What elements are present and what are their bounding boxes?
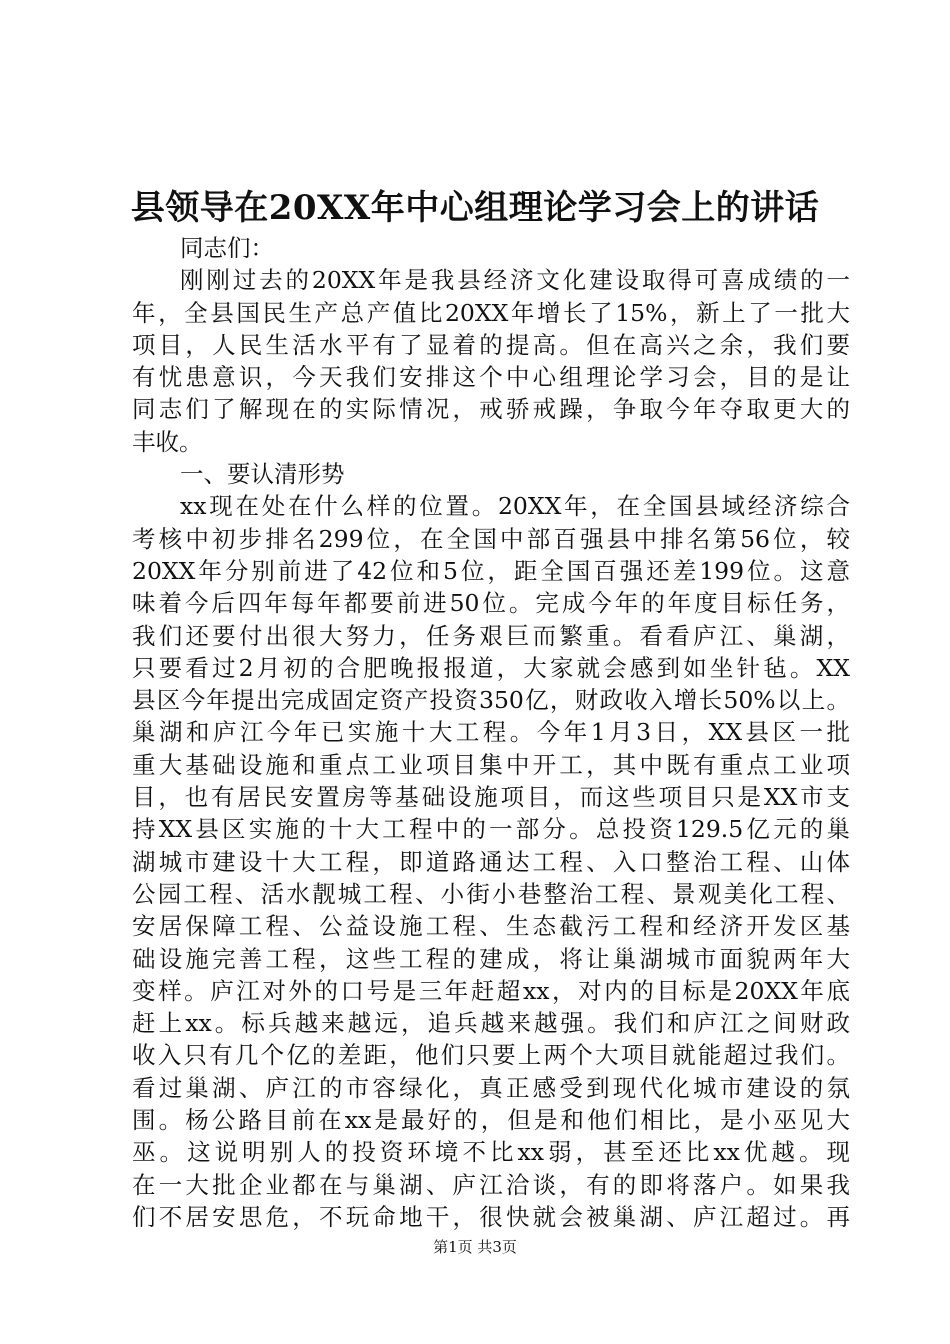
text-line: 有忧患意识，今天我们安排这个中心组理论学习会，目的是让: [132, 363, 850, 392]
text-line: 看过巢湖、庐江的市容绿化，真正感受到现代化城市建设的氛: [132, 1073, 850, 1102]
text-line: 味着今后四年每年都要前进50位。完成今年的年度目标任务，: [132, 589, 850, 618]
text-line: xx现在处在什么样的位置。20XX年，在全国县域经济综合: [180, 492, 850, 521]
text-line: 围。杨公路目前在xx是最好的，但是和他们相比，是小巫见大: [132, 1106, 850, 1135]
greeting-line: 同志们：: [180, 234, 274, 262]
text-line: 同志们了解现在的实际情况，戒骄戒躁，争取今年夺取更大的: [132, 395, 850, 424]
text-line: 变样。庐江对外的口号是三年赶超xx，对内的目标是20XX年底: [132, 976, 850, 1005]
text-line: 我们还要付出很大努力，任务艰巨而繁重。看看庐江、巢湖，: [132, 621, 850, 650]
text-line: 巫。这说明别人的投资环境不比xx弱，甚至还比xx优越。现: [132, 1138, 850, 1167]
text-line: 持XX县区实施的十大工程中的一部分。总投资129.5亿元的巢: [132, 815, 850, 844]
text-line: 湖城市建设十大工程，即道路通达工程、入口整治工程、山体: [132, 847, 850, 876]
text-line: 安居保障工程、公益设施工程、生态截污工程和经济开发区基: [132, 912, 850, 941]
text-line: 年，全县国民生产总产值比20XX年增长了15%，新上了一批大: [132, 298, 850, 327]
text-line: 公园工程、活水靓城工程、小街小巷整治工程、景观美化工程、: [132, 879, 850, 908]
text-line: 县区今年提出完成固定资产投资350亿，财政收入增长50%以上。: [132, 686, 850, 715]
text-line: 收入只有几个亿的差距，他们只要上两个大项目就能超过我们。: [132, 1041, 850, 1070]
text-line: 只要看过2月初的合肥晚报报道，大家就会感到如坐针毡。XX: [132, 653, 850, 682]
text-line: 巢湖和庐江今年已实施十大工程。今年1月3日，XX县区一批: [132, 718, 850, 747]
text-line: 赶上xx。标兵越来越远，追兵越来越强。我们和庐江之间财政: [132, 1009, 850, 1038]
paragraph-1: [132, 264, 850, 458]
text-line: 20XX年分别前进了42位和5位，距全国百强还差199位。这意: [132, 556, 850, 585]
section-heading: 一、要认清形势: [180, 460, 345, 489]
text-line: 考核中初步排名299位，在全国中部百强县中排名第56位，较: [132, 524, 850, 553]
text-line: 础设施完善工程，这些工程的建成，将让巢湖城市面貌两年大: [132, 944, 850, 973]
document-title: 县领导在20XX年中心组理论学习会上的讲话: [130, 188, 820, 228]
document-body: [132, 232, 850, 1233]
text-line: 丰收。: [132, 427, 203, 456]
text-line: 目，也有居民安置房等基础设施项目，而这些项目只是XX市支: [132, 783, 850, 812]
page-footer: 第1页 共3页: [433, 1238, 517, 1256]
text-line: 重大基础设施和重点工业项目集中开工，其中既有重点工业项: [132, 750, 850, 779]
text-line: 刚刚过去的20XX年是我县经济文化建设取得可喜成绩的一: [180, 266, 850, 295]
text-line: 项目，人民生活水平有了显着的提高。但在高兴之余，我们要: [132, 330, 850, 359]
text-line: 们不居安思危，不玩命地干，很快就会被巢湖、庐江超过。再: [132, 1202, 850, 1231]
text-line: 在一大批企业都在与巢湖、庐江洽谈，有的即将落户。如果我: [132, 1170, 850, 1199]
paragraph-2: [132, 490, 850, 1233]
